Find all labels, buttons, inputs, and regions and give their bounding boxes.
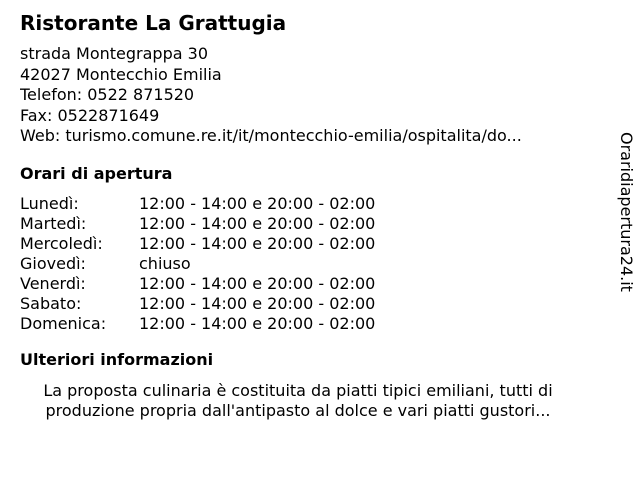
day-label: Giovedì: <box>20 253 86 273</box>
hours-row-friday <box>20 274 590 294</box>
description-text <box>20 381 576 421</box>
day-label: Venerdì: <box>20 273 86 293</box>
brand-label: Oraridiapertura24.it <box>617 132 636 292</box>
description-line: produzione propria dall'antipasto al dolce e vari piatti gustori... <box>45 400 551 420</box>
time-value: 12:00 - 14:00 e 20:00 - 02:00 <box>139 213 376 233</box>
day-label: Mercoledì: <box>20 233 103 253</box>
day-label: Domenica: <box>20 313 107 333</box>
opening-hours-heading: Orari di apertura <box>20 163 173 183</box>
hours-row-monday <box>20 194 590 214</box>
day-label: Lunedì: <box>20 193 79 213</box>
day-label: Sabato: <box>20 293 82 313</box>
hours-row-tuesday <box>20 214 590 234</box>
hours-row-thursday <box>20 254 590 274</box>
contact-details <box>20 44 590 147</box>
phone-number[interactable]: Telefon: 0522 871520 <box>20 85 195 104</box>
street-address: strada Montegrappa 30 <box>20 44 208 63</box>
time-value: 12:00 - 14:00 e 20:00 - 02:00 <box>139 293 376 313</box>
restaurant-name: Ristorante La Grattugia <box>20 11 287 35</box>
city-line: 42027 Montecchio Emilia <box>20 64 222 84</box>
time-value: 12:00 - 14:00 e 20:00 - 02:00 <box>139 233 376 253</box>
brand-watermark[interactable] <box>604 132 640 312</box>
time-value: chiuso <box>139 253 191 273</box>
time-value: 12:00 - 14:00 e 20:00 - 02:00 <box>139 313 376 333</box>
opening-hours-table <box>20 194 590 334</box>
day-label: Martedì: <box>20 213 87 233</box>
restaurant-card <box>20 10 590 421</box>
time-value: 12:00 - 14:00 e 20:00 - 02:00 <box>139 193 376 213</box>
description-line: La proposta culinaria è costituita da piatti tipici emiliani, tutti di <box>43 380 553 400</box>
time-value: 12:00 - 14:00 e 20:00 - 02:00 <box>139 273 376 293</box>
more-info-heading: Ulteriori informazioni <box>20 349 214 369</box>
hours-row-saturday <box>20 294 590 314</box>
hours-row-wednesday <box>20 234 590 254</box>
hours-row-sunday <box>20 314 590 334</box>
fax-number: Fax: 0522871649 <box>20 105 160 125</box>
website-link[interactable]: Web: turismo.comune.re.it/it/montecchio-emilia/ospitalita/do... <box>20 126 522 145</box>
